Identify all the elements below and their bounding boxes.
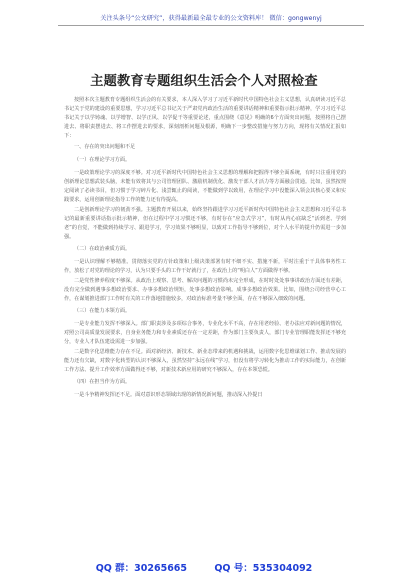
body-paragraph: 一是认识理解不够精准。贯彻落实党的方针政策和上级决策部署有时不细不实、措施不新，平时注重于干具体事务性工作，放松了对党的理论的学习，认为只要手头的工作干好就行了，在政治上的“明白人”方面做得不够。 bbox=[64, 259, 346, 274]
document-body bbox=[64, 96, 346, 401]
subsection-heading: （二）在政治素质方面。 bbox=[74, 246, 131, 252]
qq-group: QQ 群：30265665 bbox=[95, 563, 188, 574]
document-title: 主题教育专题组织生活会个人对照检查 bbox=[90, 74, 318, 89]
body-paragraph: 一是政策理论学习的深度不够。对习近平新时代中国特色社会主义思想的理解和把握得不够全面系统，有时只注重用党的创新理论思想武装头脑，未能有效将其与公司管理团队、激励机制优化、激发干部人才活力等方面融会贯通。比如，虽然按规定阅读了必读书目，但习惯于学习碎片化、浅尝辄止的阅读，不能做到学以致用，在理论学习中没能深入领会其核心要义和实践要求，运用创新理论指导工作的能力还有待提高。 bbox=[64, 170, 346, 203]
body-paragraph: 一是斗争精神发挥还不足。面对意识形态领域出现的新情况新问题，推动深入拎提日 bbox=[74, 392, 263, 398]
body-paragraph: 二是创新理论学习的韧劲不强。主题教育开展以来，始终坚持跟进学习习近平新时代中国特色社会主义思想和习近平总书记的最新重要讲话指示批示精神，但在过程中学习习惯还不够，有时存在“应急式学习”，有时从内心底缺乏“活到老、学到老”的自觉，不能做到持续学习、跟进学习，学习效果不够明显，以致对工作指导不够到位，对个人水平的提升仍需进一步加强。 bbox=[64, 207, 346, 240]
subsection-heading: （四）在担当作为方面。 bbox=[74, 379, 131, 385]
body-paragraph: 一是专业能力发挥不够深入。部门职责涉及多项综合事务，专业化水平不高，存在用老经验、老办法应对新问题的情况，对照公司高质量发展要求，自身业务能力和专业素质还存在一定差距，作为部门主要负责人，部门专业管理职能发挥还不够充分，专业人才队伍建设需进一步加强。 bbox=[64, 321, 346, 345]
subsection-heading: （一）在理论学习方面。 bbox=[74, 157, 131, 163]
qq-number: QQ 号：535304092 bbox=[214, 563, 313, 574]
subsection-heading: （三）在能力本领方面。 bbox=[74, 308, 131, 314]
body-paragraph: 二是数字化思维能力存在不足。面对新经济、新技术、新业态带来的机遇和挑战，运用数字化思维谋划工作、推动发展的能力还有欠缺，对数字化转型的认识不够深入，虽然坚持“永远在线”学习，但没有将学习转化为推动工作的实际能力，在创新工作方法、提升工作效率方面做得还不够，对新技术新应用的研究不够深入，存在本领恐慌。 bbox=[64, 349, 346, 373]
header-banner: 关注头条号“公文研究”，获得最新最全最专业的公文资料库！ 微信：gongwenyj bbox=[58, 13, 364, 26]
body-paragraph: 二是党性修养程度不够深。从政治上观察、思考、解决问题的习惯尚未完全形成，在时时处处事事讲政治方面还有差距，没有完全做到遇事多想政治要求、办事多想政治规矩，处事多想政治影响。成事多想政治效果。比如，围绕公司经营中心工作，在谋划推进部门工作时有关的工作落地措施较多，对政治标准考量不够全面，存在不够深入细致的问题。 bbox=[64, 278, 346, 302]
section-heading: 一、存在的突出问题和不足 bbox=[74, 144, 136, 150]
body-paragraph: 按照本次主题教育专题组织生活会的有关要求，本人深入学习了习近平新时代中国特色社会主义思想，认真研读习近平总书记关于党的建设的重要思想，学习习近平总书记关于严肃党内政治生活的重要讲话精神和重要指示批示精神，学习习近平总书记关于以学铸魂、以学增智、以学正风、以学促干等重要论述，重点围绕《意见》明确的6个方面突出问题，按照将自己摆进去、将职责摆进去、将工作摆进去的要求，深刻剖析问题及根源，明确下一步整改措施与努力方向，现将有关情况汇报如下： bbox=[64, 97, 346, 139]
footer-contacts bbox=[0, 560, 408, 574]
